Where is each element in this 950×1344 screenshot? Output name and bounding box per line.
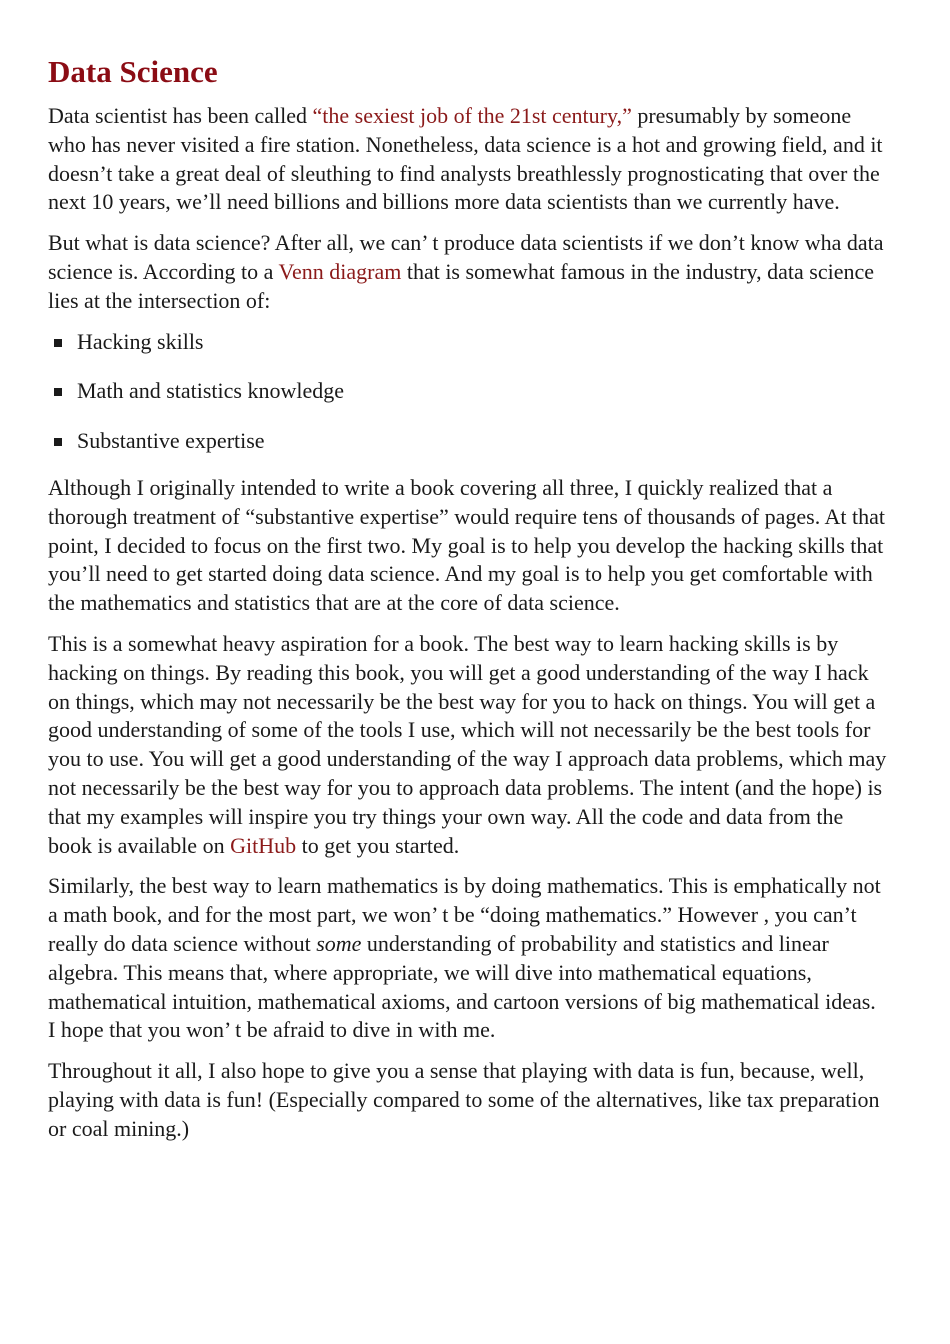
list-item-text: Math and statistics knowledge: [77, 378, 345, 404]
list-item: [48, 427, 888, 456]
paragraph-intro: [48, 102, 888, 217]
section-heading: Data Science: [48, 54, 218, 89]
list-item: [48, 328, 888, 357]
list-item-text: Substantive expertise: [77, 428, 265, 454]
hacking-text-after: to get you started.: [296, 832, 460, 858]
paragraph-mathematics: [48, 872, 888, 1045]
definition-text-after: that is somewhat famous in the industry, data science lies at the intersection of:: [48, 258, 875, 313]
emphasis-some: some: [316, 930, 362, 956]
intro-text-after: presumably by someone who has never visited a fire station. Nonetheless, data science is a hot and growing field, and it doesn’t take a great deal of sleuthing to find analysts breathlessly prognosticating that over the next 10 years, we’ll need billions and billions more data scientists than we currently have.: [48, 103, 883, 215]
list-item: [48, 377, 888, 406]
paragraph-hacking: [48, 630, 888, 860]
math-text-after: understanding of probability and statistics and linear algebra. This means that, where appropriate, we will dive into mathematical equations, mathematical intuition, mathematical axioms, and cartoon versions of big mathematical ideas. I hope that you won’ t be afraid to dive in with me.: [48, 930, 876, 1043]
square-bullet-icon: [54, 339, 62, 347]
github-link[interactable]: GitHub: [230, 832, 297, 858]
venn-diagram-link[interactable]: Venn diagram: [278, 258, 402, 284]
intro-text-before: Data scientist has been called: [48, 103, 313, 128]
skills-list: [48, 328, 888, 456]
math-text-before: Similarly, the best way to learn mathematics is by doing mathematics. This is emphatically not a math book, and for the most part, we won’ t be “doing mathematics.” However , you can’t really do data science without: [48, 873, 881, 956]
definition-text-before: But what is data science? After all, we can’ t produce data scientists if we don’t know wha data science is. According to a: [48, 230, 884, 284]
square-bullet-icon: [54, 438, 62, 446]
list-item-text: Hacking skills: [77, 328, 204, 354]
sexiest-job-link[interactable]: “the sexiest job of the 21st century,”: [312, 103, 632, 128]
square-bullet-icon: [54, 388, 62, 396]
hacking-text-before: This is a somewhat heavy aspiration for a book. The best way to learn hacking skills is by hacking on things. By reading this book, you will get a good understanding of the way I hack on things, which may not necessarily be the best way for you to hack on things. You will get a good understanding of some of the tools I use, which will not necessarily be the best tools for you to use. You will get a good understanding of the way I approach data problems, which may not necessarily be the best way for you to approach data problems. The intent (and the hope) is that my examples will inspire you try things your own way. All the code and data from the book is available on: [48, 630, 887, 858]
paragraph-definition: [48, 229, 888, 315]
paragraph-closing: Throughout it all, I also hope to give you a sense that playing with data is fun, because, well, playing with data is fun! (Especially compared to some of the alternatives, like tax preparation or coal mining.): [48, 1058, 880, 1141]
paragraph-focus: Although I originally intended to write a book covering all three, I quickly realized that a thorough treatment of “substantive expertise” would require tens of thousands of pages. At that point, I decided to focus on the first two. My goal is to help you develop the hacking skills that you’ll need to get started doing data science. And my goal is to help you get comfortable with the mathematics and statistics that are at the core of data science.: [48, 474, 886, 616]
